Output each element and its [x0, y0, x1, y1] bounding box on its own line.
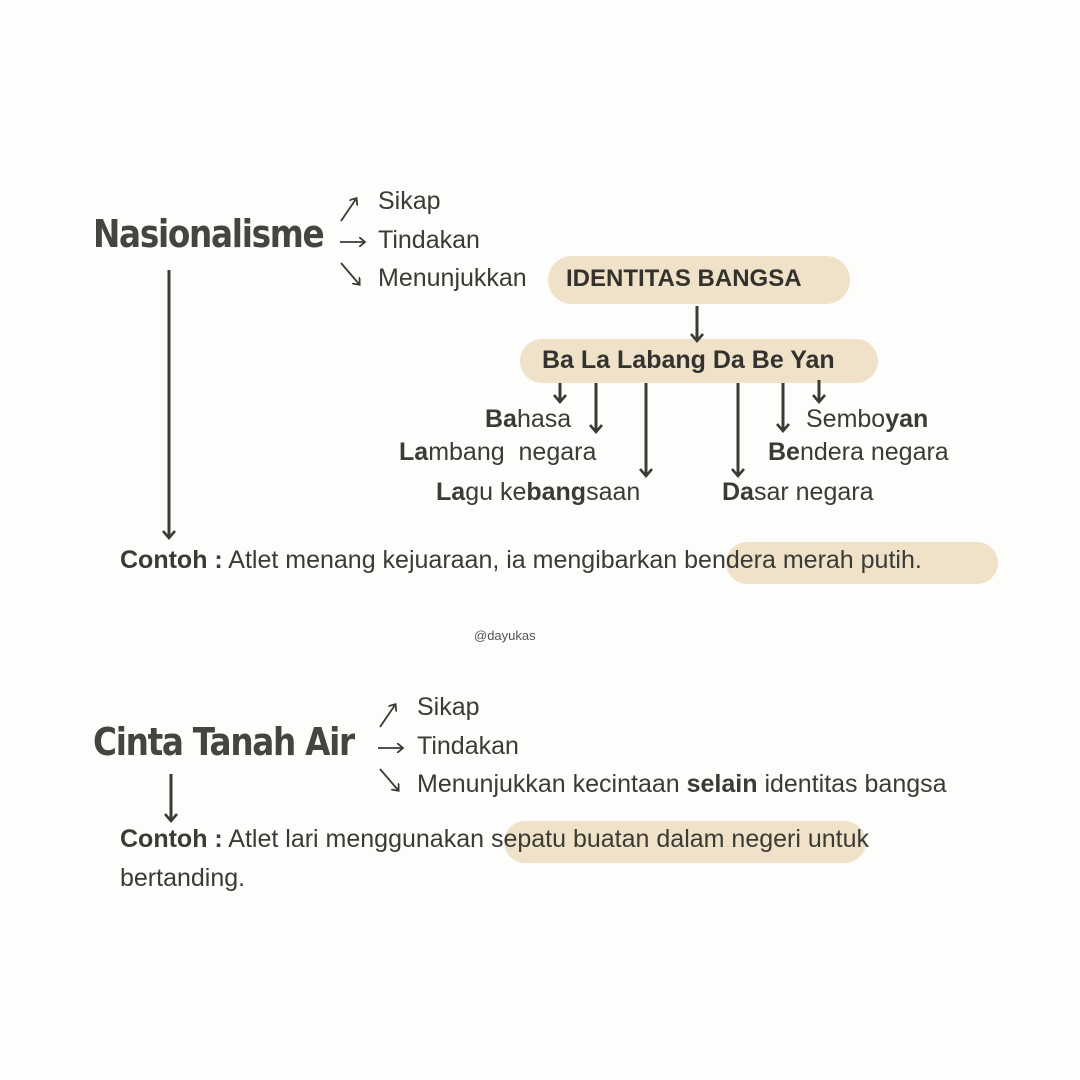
cinta-tanah-air-title: Cinta Tanah Air: [93, 720, 354, 764]
branch-tindakan: Tindakan: [378, 226, 480, 254]
identitas-bangsa-label: IDENTITAS BANGSA: [566, 265, 802, 292]
item-dasar-negara: Dasar negara: [722, 478, 874, 506]
contoh-nasionalisme: Contoh : Atlet menang kejuaraan, ia mengibarkan bendera merah putih.: [120, 546, 922, 574]
branch-menunjukkan: Menunjukkan: [378, 264, 527, 292]
item-semboyan: Semboyan: [806, 405, 929, 433]
item-lambang-negara: Lambang negara: [399, 438, 597, 466]
item-bahasa: Bahasa: [485, 405, 572, 433]
arrow-up-right-icon: [380, 705, 395, 727]
contoh-highlight-top: bendera merah putih: [684, 546, 915, 574]
contoh-cinta-tanah-air: Contoh : Atlet lari menggunakan sepatu buatan dalam negeri untuk: [120, 825, 870, 853]
arrow-down-right-icon: [380, 769, 398, 790]
branch-sikap-2: Sikap: [417, 693, 480, 721]
item-lagu-kebangsaan: Lagu kebangsaan: [436, 478, 641, 506]
watermark: @dayukas: [474, 628, 536, 643]
arrow-down-right-icon: [341, 263, 359, 284]
nasionalisme-title: Nasionalisme: [93, 212, 324, 256]
contoh-cinta-line2: bertanding.: [120, 864, 246, 892]
acronym-label: Ba La Labang Da Be Yan: [542, 346, 835, 374]
arrow-up-right-icon: [341, 199, 356, 221]
branch-menunjukkan-2: Menunjukkan kecintaan selain identitas bangsa: [417, 770, 947, 798]
item-bendera-negara: Bendera negara: [768, 438, 949, 466]
branch-tindakan-2: Tindakan: [417, 732, 519, 760]
branch-sikap: Sikap: [378, 187, 441, 215]
contoh-highlight-bottom: sepatu buatan dalam negeri: [490, 825, 801, 853]
